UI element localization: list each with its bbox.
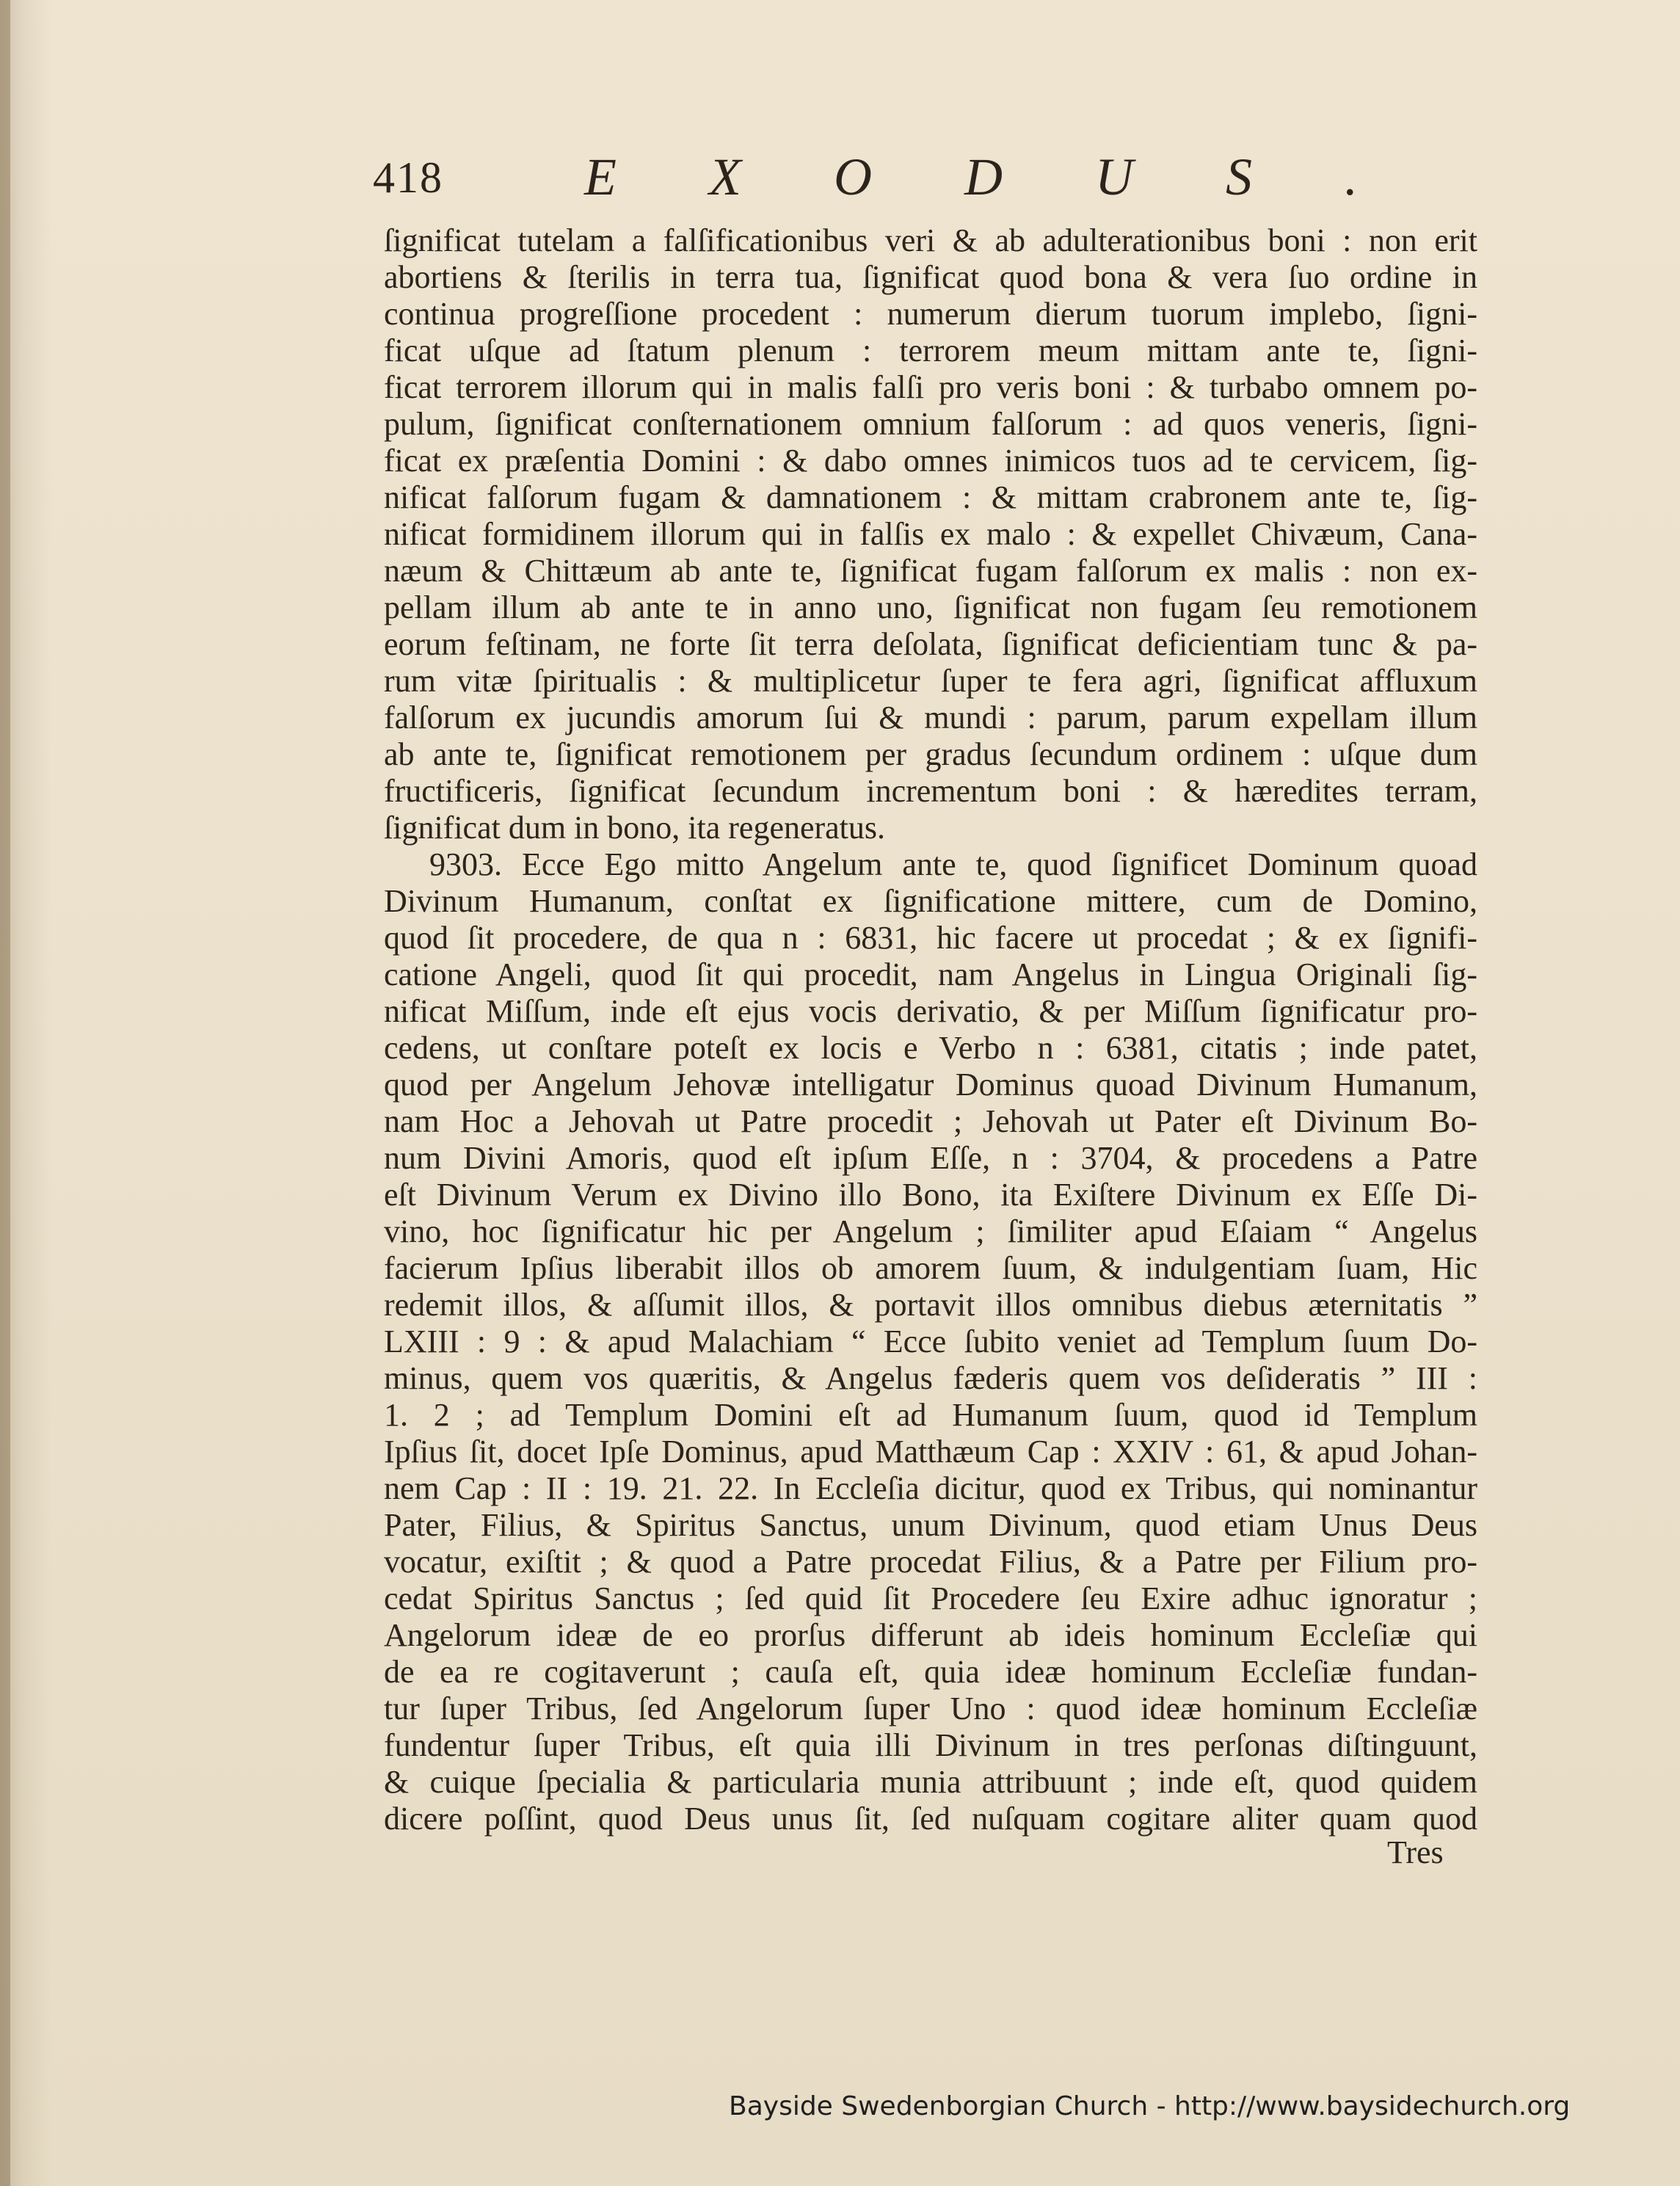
- text-line: nificat falſorum fugam & damnationem : & mittam crabronem ante te, ſig-: [384, 479, 1477, 515]
- running-title: EXODUS.: [584, 148, 1450, 206]
- text-line: quod ſit procedere, de qua n : 6831, hic facere ut procedat ; & ex ſignifi-: [384, 920, 1477, 956]
- binding-shadow: [0, 0, 10, 2186]
- text-line: tur ſuper Tribus, ſed Angelorum ſuper Uno : quod ideæ hominum Eccleſiæ: [384, 1691, 1477, 1726]
- text-line: quod per Angelum Jehovæ intelligatur Dominus quoad Divinum Humanum,: [384, 1067, 1477, 1103]
- text-line: continua progreſſione procedent : numerum dierum tuorum implebo, ſigni-: [384, 296, 1477, 332]
- text-line: nificat Miſſum, inde eſt ejus vocis derivatio, & per Miſſum ſignificatur pro-: [384, 993, 1477, 1029]
- text-line: rum vitæ ſpiritualis : & multiplicetur ſuper te fera agri, ſignificat affluxum: [384, 663, 1477, 699]
- text-line: ſignificat tutelam a falſificationibus veri & ab adulterationibus boni : non erit: [384, 222, 1477, 258]
- text-line: redemit illos, & aſſumit illos, & portavit illos omnibus diebus æternitatis ”: [384, 1287, 1477, 1323]
- text-line: nem Cap : II : 19. 21. 22. In Eccleſia dicitur, quod ex Tribus, qui nominantur: [384, 1470, 1477, 1506]
- text-line: ficat terrorem illorum qui in malis falſi pro veris boni : & turbabo omnem po-: [384, 369, 1477, 405]
- text-line: pulum, ſignificat conſternationem omnium falſorum : ad quos veneris, ſigni-: [384, 406, 1477, 442]
- text-line: 1. 2 ; ad Templum Domini eſt ad Humanum ſuum, quod id Templum: [384, 1397, 1477, 1433]
- catchword: Tres: [1387, 1834, 1444, 1870]
- footer-credit: Bayside Swedenborgian Church - http://www.baysidechurch.org: [729, 2091, 1571, 2121]
- text-line: Ipſius ſit, docet Ipſe Dominus, apud Matthæum Cap : XXIV : 61, & apud Johan-: [384, 1434, 1477, 1470]
- text-line: Divinum Humanum, conſtat ex ſignificatione mittere, cum de Domino,: [384, 883, 1477, 919]
- text-line: eſt Divinum Verum ex Divino illo Bono, ita Exiſtere Divinum ex Eſſe Di-: [384, 1177, 1477, 1213]
- text-line: næum & Chittæum ab ante te, ſignificat fugam falſorum ex malis : non ex-: [384, 553, 1477, 589]
- text-line: catione Angeli, quod ſit qui procedit, nam Angelus in Lingua Originali ſig-: [384, 956, 1477, 992]
- text-line: eorum feſtinam, ne forte ſit terra deſolata, ſignificat deficientiam tunc & pa-: [384, 626, 1477, 662]
- text-line: fundentur ſuper Tribus, eſt quia illi Divinum in tres perſonas diſtinguunt,: [384, 1727, 1477, 1763]
- paragraph-9303: [384, 846, 1477, 1837]
- page-header: [373, 144, 1450, 210]
- text-line: dicere poſſint, quod Deus unus ſit, ſed nuſquam cogitare aliter quam quod: [384, 1801, 1477, 1837]
- text-line: ab ante te, ſignificat remotionem per gradus ſecundum ordinem : uſque dum: [384, 736, 1477, 772]
- text-line: ficat uſque ad ſtatum plenum : terrorem meum mittam ante te, ſigni-: [384, 333, 1477, 368]
- text-line: num Divini Amoris, quod eſt ipſum Eſſe, n : 3704, & procedens a Patre: [384, 1140, 1477, 1176]
- text-line: abortiens & ſterilis in terra tua, ſignificat quod bona & vera ſuo ordine in: [384, 259, 1477, 295]
- text-line: nam Hoc a Jehovah ut Patre procedit ; Jehovah ut Pater eſt Divinum Bo-: [384, 1103, 1477, 1139]
- page-number: 418: [373, 153, 443, 202]
- text-line: 9303. Ecce Ego mitto Angelum ante te, quod ſignificet Dominum quoad: [429, 846, 1477, 882]
- paragraph-continuation: [384, 222, 1477, 846]
- body-text: [384, 222, 1477, 1837]
- text-line: minus, quem vos quæritis, & Angelus fæderis quem vos deſideratis ” III :: [384, 1360, 1477, 1396]
- text-line: de ea re cogitaverunt ; cauſa eſt, quia ideæ hominum Eccleſiæ fundan-: [384, 1654, 1477, 1690]
- text-line: facierum Ipſius liberabit illos ob amorem ſuum, & indulgentiam ſuam, Hic: [384, 1250, 1477, 1286]
- text-line: cedat Spiritus Sanctus ; ſed quid ſit Procedere ſeu Exire adhuc ignoratur ;: [384, 1580, 1477, 1616]
- text-line: LXIII : 9 : & apud Malachiam “ Ecce ſubito veniet ad Templum ſuum Do-: [384, 1323, 1477, 1359]
- text-line: fructificeris, ſignificat ſecundum incrementum boni : & hæredites terram,: [384, 773, 1477, 809]
- text-line: ſignificat dum in bono, ita regeneratus.: [384, 810, 886, 846]
- text-line: pellam illum ab ante te in anno uno, ſignificat non fugam ſeu remotionem: [384, 589, 1477, 625]
- text-line: vino, hoc ſignificatur hic per Angelum ; ſimiliter apud Eſaiam “ Angelus: [384, 1213, 1477, 1249]
- text-line: vocatur, exiſtit ; & quod a Patre procedat Filius, & a Patre per Filium pro-: [384, 1544, 1477, 1580]
- text-line: ficat ex præſentia Domini : & dabo omnes inimicos tuos ad te cervicem, ſig-: [384, 443, 1477, 479]
- text-line: cedens, ut conſtare poteſt ex locis e Verbo n : 6381, citatis ; inde patet,: [384, 1030, 1477, 1066]
- text-line: Angelorum ideæ de eo prorſus differunt ab ideis hominum Eccleſiæ qui: [384, 1617, 1477, 1653]
- text-line: nificat formidinem illorum qui in falſis ex malo : & expellet Chivæum, Cana-: [384, 516, 1477, 552]
- text-line: falſorum ex jucundis amorum ſui & mundi : parum, parum expellam illum: [384, 700, 1477, 736]
- text-line: & cuique ſpecialia & particularia munia attribuunt ; inde eſt, quod quidem: [384, 1764, 1477, 1800]
- text-line: Pater, Filius, & Spiritus Sanctus, unum Divinum, quod etiam Unus Deus: [384, 1507, 1477, 1543]
